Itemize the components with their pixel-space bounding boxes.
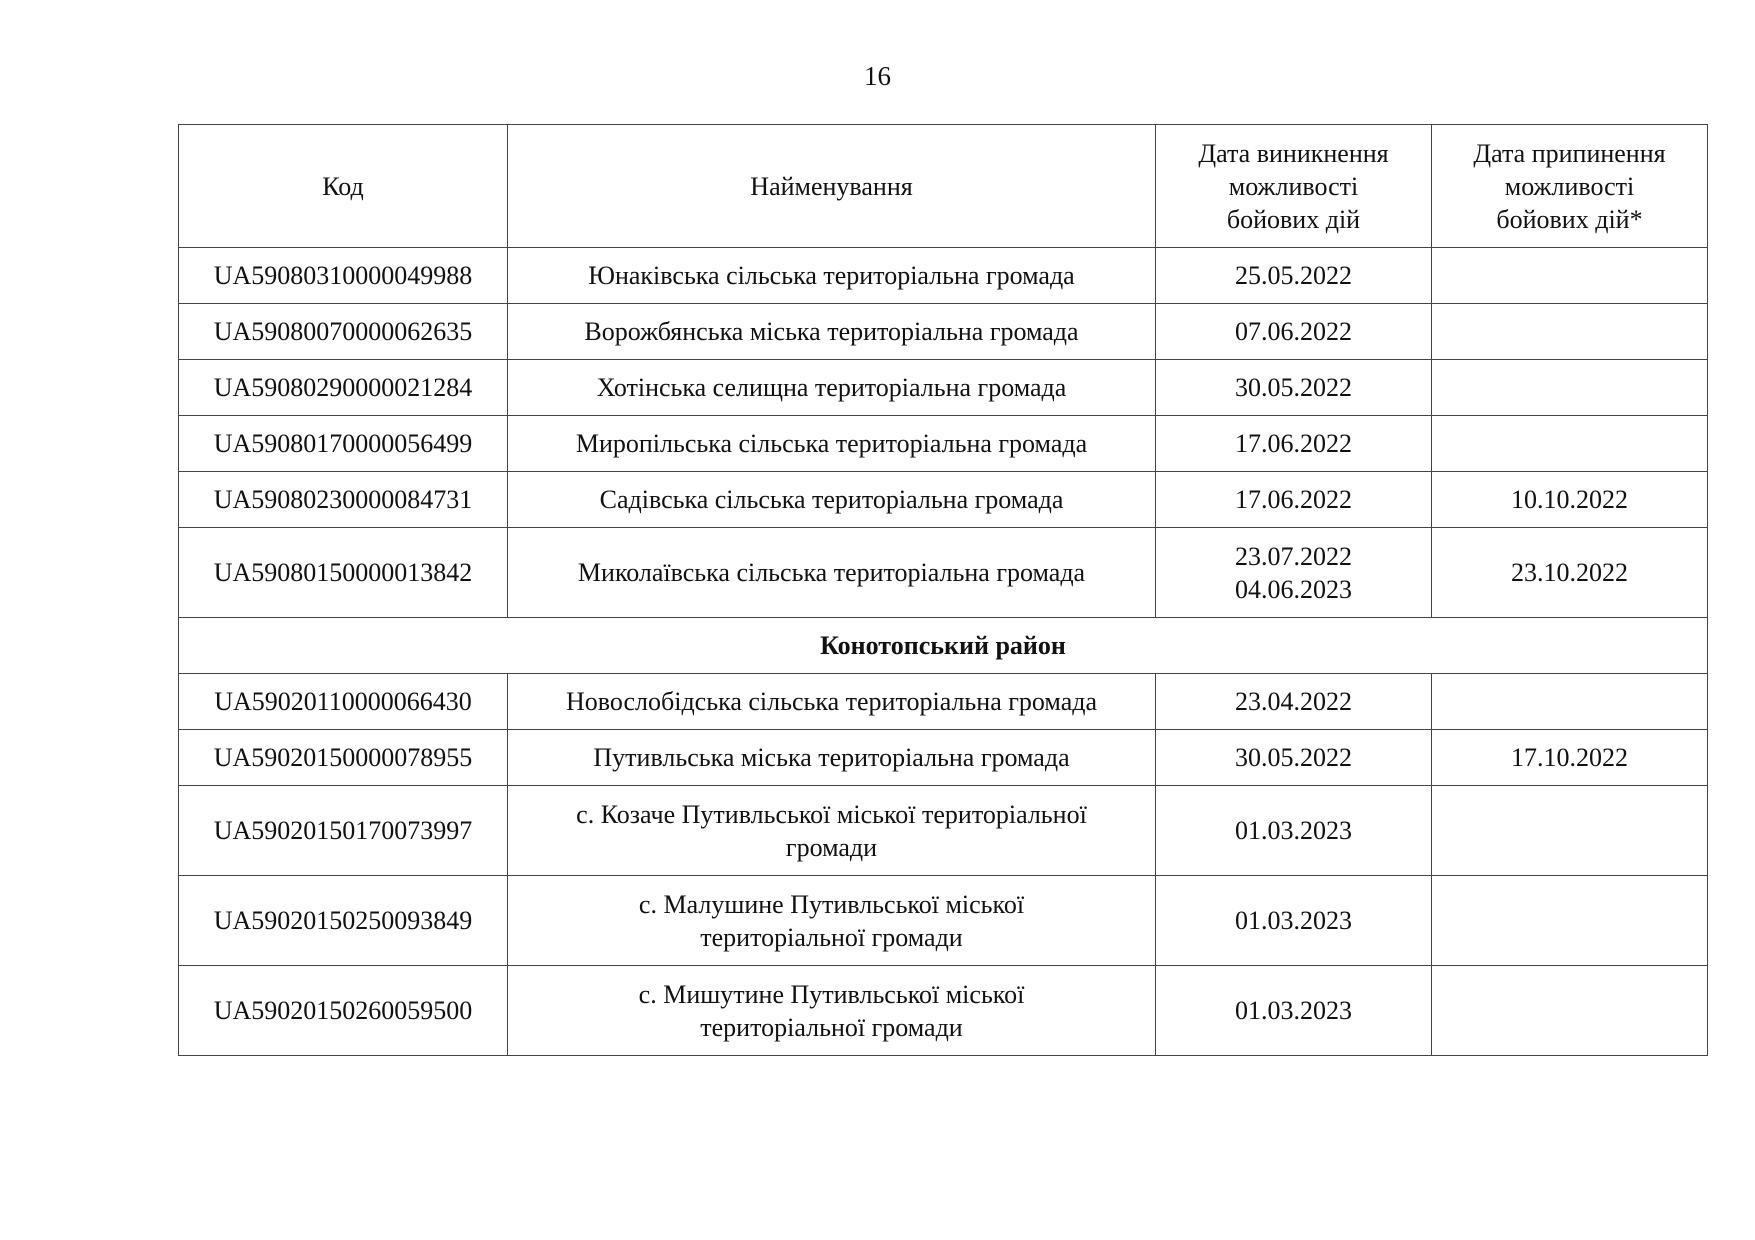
header-start-date-line: можливості bbox=[1228, 171, 1359, 201]
table-row bbox=[179, 966, 1708, 1056]
end-date-cell bbox=[1432, 674, 1708, 730]
header-code: Код bbox=[179, 125, 508, 248]
table-row bbox=[179, 304, 1708, 360]
name-cell: Ворожбянська міська територіальна громада bbox=[508, 304, 1156, 360]
page-number: 16 bbox=[864, 61, 891, 91]
district-heading: Конотопський район bbox=[179, 618, 1708, 674]
table-row bbox=[179, 876, 1708, 966]
end-date-cell: 23.10.2022 bbox=[1432, 528, 1708, 618]
table-row bbox=[179, 786, 1708, 876]
header-name: Найменування bbox=[508, 125, 1156, 248]
start-date-cell: 01.03.2023 bbox=[1156, 786, 1432, 876]
start-date-cell: 17.06.2022 bbox=[1156, 472, 1432, 528]
name-cell bbox=[508, 876, 1156, 966]
end-date-cell bbox=[1432, 248, 1708, 304]
district-heading-row bbox=[179, 618, 1708, 674]
start-date-cell: 01.03.2023 bbox=[1156, 966, 1432, 1056]
end-date-cell: 10.10.2022 bbox=[1432, 472, 1708, 528]
name-cell: Миколаївська сільська територіальна громада bbox=[508, 528, 1156, 618]
code-cell: UA59080150000013842 bbox=[179, 528, 508, 618]
table-row bbox=[179, 360, 1708, 416]
end-date-cell bbox=[1432, 304, 1708, 360]
name-cell: Юнаківська сільська територіальна громада bbox=[508, 248, 1156, 304]
end-date-cell bbox=[1432, 360, 1708, 416]
name-line: громади bbox=[785, 832, 878, 862]
header-start-date-line: Дата виникнення bbox=[1198, 138, 1389, 168]
start-date-cell: 30.05.2022 bbox=[1156, 360, 1432, 416]
code-cell: UA59020150170073997 bbox=[179, 786, 508, 876]
name-cell: Миропільська сільська територіальна громада bbox=[508, 416, 1156, 472]
table-row bbox=[179, 674, 1708, 730]
end-date-cell: 17.10.2022 bbox=[1432, 730, 1708, 786]
name-line: с. Козаче Путивльської міської територіальної bbox=[576, 799, 1087, 829]
header-start-date bbox=[1156, 125, 1432, 248]
code-cell: UA59080290000021284 bbox=[179, 360, 508, 416]
table-row bbox=[179, 528, 1708, 618]
table-row bbox=[179, 472, 1708, 528]
name-cell bbox=[508, 966, 1156, 1056]
header-end-date bbox=[1432, 125, 1708, 248]
code-cell: UA59080310000049988 bbox=[179, 248, 508, 304]
header-end-date-line: можливості bbox=[1504, 171, 1635, 201]
table-row bbox=[179, 730, 1708, 786]
start-date-cell: 25.05.2022 bbox=[1156, 248, 1432, 304]
start-date-line: 23.07.2022 bbox=[1235, 541, 1352, 571]
table-row bbox=[179, 416, 1708, 472]
start-date-cell: 07.06.2022 bbox=[1156, 304, 1432, 360]
name-cell: Садівська сільська територіальна громада bbox=[508, 472, 1156, 528]
header-end-date-line: Дата припинення bbox=[1473, 138, 1666, 168]
name-line: територіальної громади bbox=[700, 922, 963, 952]
code-cell: UA59080170000056499 bbox=[179, 416, 508, 472]
code-cell: UA59020150250093849 bbox=[179, 876, 508, 966]
code-cell: UA59020150260059500 bbox=[179, 966, 508, 1056]
start-date-cell bbox=[1156, 528, 1432, 618]
code-cell: UA59020110000066430 bbox=[179, 674, 508, 730]
name-cell: Новослобідська сільська територіальна громада bbox=[508, 674, 1156, 730]
end-date-cell bbox=[1432, 876, 1708, 966]
end-date-cell bbox=[1432, 786, 1708, 876]
name-cell: Хотінська селищна територіальна громада bbox=[508, 360, 1156, 416]
table-header-row bbox=[179, 125, 1708, 248]
name-cell bbox=[508, 786, 1156, 876]
header-end-date-line: бойових дій* bbox=[1496, 204, 1643, 234]
start-date-cell: 23.04.2022 bbox=[1156, 674, 1432, 730]
end-date-cell bbox=[1432, 966, 1708, 1056]
start-date-line: 04.06.2023 bbox=[1235, 574, 1352, 604]
name-cell: Путивльська міська територіальна громада bbox=[508, 730, 1156, 786]
code-cell: UA59080230000084731 bbox=[179, 472, 508, 528]
code-cell: UA59080070000062635 bbox=[179, 304, 508, 360]
start-date-cell: 17.06.2022 bbox=[1156, 416, 1432, 472]
start-date-cell: 30.05.2022 bbox=[1156, 730, 1432, 786]
end-date-cell bbox=[1432, 416, 1708, 472]
header-start-date-line: бойових дій bbox=[1226, 204, 1361, 234]
name-line: територіальної громади bbox=[700, 1012, 963, 1042]
name-line: с. Мишутине Путивльської міської bbox=[638, 979, 1025, 1009]
name-line: с. Малушине Путивльської міської bbox=[638, 889, 1025, 919]
territories-table bbox=[178, 124, 1708, 1056]
table-row bbox=[179, 248, 1708, 304]
code-cell: UA59020150000078955 bbox=[179, 730, 508, 786]
start-date-cell: 01.03.2023 bbox=[1156, 876, 1432, 966]
